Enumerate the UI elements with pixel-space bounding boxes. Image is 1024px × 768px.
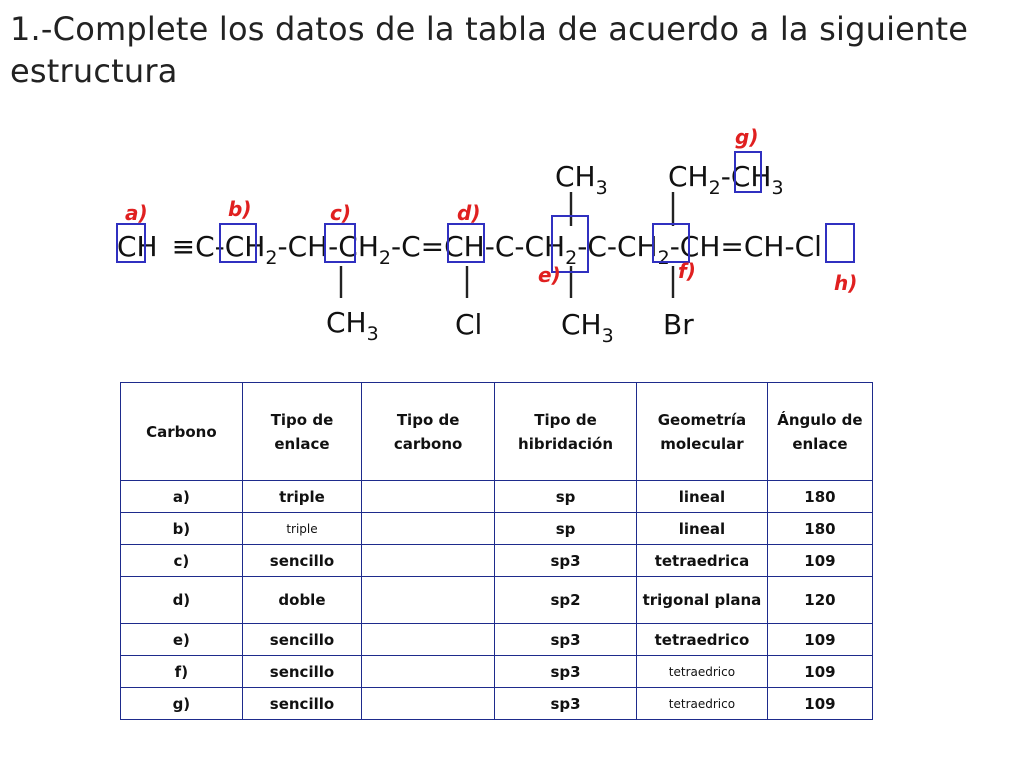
cell-enlace: triple <box>242 513 361 545</box>
header-geometria: Geometría molecular <box>637 383 768 481</box>
label-e: e) <box>538 263 561 287</box>
label-a: a) <box>125 201 148 225</box>
data-table <box>120 382 873 720</box>
table-row <box>121 688 873 720</box>
cell-carbono: b) <box>121 513 243 545</box>
table-row <box>121 656 873 688</box>
ch3-top-e: $CH_3$ <box>555 160 608 199</box>
cell-geometria: tetraedrico <box>637 656 768 688</box>
header-hibridacion: Tipo de hibridación <box>495 383 637 481</box>
table-row <box>121 545 873 577</box>
cell-enlace: sencillo <box>242 688 361 720</box>
cell-hibridacion: sp3 <box>495 688 637 720</box>
cl-bottom-d: Cl <box>455 308 483 341</box>
cell-angulo: 109 <box>767 656 872 688</box>
cell-tipo-carbono <box>362 656 495 688</box>
page-title: 1.-Complete los datos de la tabla de acuerdo a la siguiente estructura <box>10 10 969 90</box>
label-d: d) <box>457 201 481 225</box>
carbon-h-box <box>826 224 854 262</box>
header-carbono: Carbono <box>121 383 243 481</box>
cell-angulo: 109 <box>767 624 872 656</box>
cell-hibridacion: sp <box>495 481 637 513</box>
cell-tipo-carbono <box>362 624 495 656</box>
cell-carbono: g) <box>121 688 243 720</box>
main-chain: CH $\equiv C-CH_2-CH-CH_2-C=CH-C-CH_2-C-CH_2-CH=CH-Cl$ <box>117 230 822 269</box>
cell-carbono: f) <box>121 656 243 688</box>
cell-tipo-carbono <box>362 513 495 545</box>
header-tipo-carbono: Tipo de carbono <box>362 383 495 481</box>
cell-enlace: sencillo <box>242 624 361 656</box>
cell-tipo-carbono <box>362 481 495 513</box>
ch3-bottom-c: $CH_3$ <box>326 306 379 345</box>
cell-geometria: trigonal plana <box>637 577 768 624</box>
br-bottom-f: Br <box>663 308 694 341</box>
ch3-bottom-e: $CH_3$ <box>561 308 614 347</box>
cell-angulo: 180 <box>767 481 872 513</box>
cell-geometria: tetraedrico <box>637 624 768 656</box>
cell-enlace: triple <box>242 481 361 513</box>
table-row <box>121 624 873 656</box>
ethyl-group: $CH_2-CH_3$ <box>668 160 784 199</box>
cell-carbono: c) <box>121 545 243 577</box>
cell-enlace: sencillo <box>242 656 361 688</box>
cell-enlace: doble <box>242 577 361 624</box>
label-b: b) <box>228 197 252 221</box>
label-h: h) <box>834 271 858 295</box>
cell-hibridacion: sp <box>495 513 637 545</box>
header-row <box>121 383 873 481</box>
cell-angulo: 109 <box>767 545 872 577</box>
cell-tipo-carbono <box>362 688 495 720</box>
cell-tipo-carbono <box>362 545 495 577</box>
cell-enlace: sencillo <box>242 545 361 577</box>
cell-geometria: tetraedrico <box>637 688 768 720</box>
header-angulo: Ángulo de enlace <box>767 383 872 481</box>
header-tipo-enlace: Tipo de enlace <box>242 383 361 481</box>
cell-carbono: e) <box>121 624 243 656</box>
cell-hibridacion: sp3 <box>495 545 637 577</box>
table-row <box>121 481 873 513</box>
cell-tipo-carbono <box>362 577 495 624</box>
cell-angulo: 180 <box>767 513 872 545</box>
cell-hibridacion: sp3 <box>495 624 637 656</box>
cell-hibridacion: sp3 <box>495 656 637 688</box>
chemical-structure <box>0 120 1024 370</box>
table-row <box>121 577 873 624</box>
cell-angulo: 120 <box>767 577 872 624</box>
cell-carbono: d) <box>121 577 243 624</box>
cell-angulo: 109 <box>767 688 872 720</box>
label-f: f) <box>678 259 696 283</box>
label-c: c) <box>330 201 351 225</box>
cell-geometria: lineal <box>637 481 768 513</box>
cell-geometria: tetraedrica <box>637 545 768 577</box>
cell-geometria: lineal <box>637 513 768 545</box>
label-g: g) <box>735 125 759 149</box>
cell-hibridacion: sp2 <box>495 577 637 624</box>
cell-carbono: a) <box>121 481 243 513</box>
table-row <box>121 513 873 545</box>
